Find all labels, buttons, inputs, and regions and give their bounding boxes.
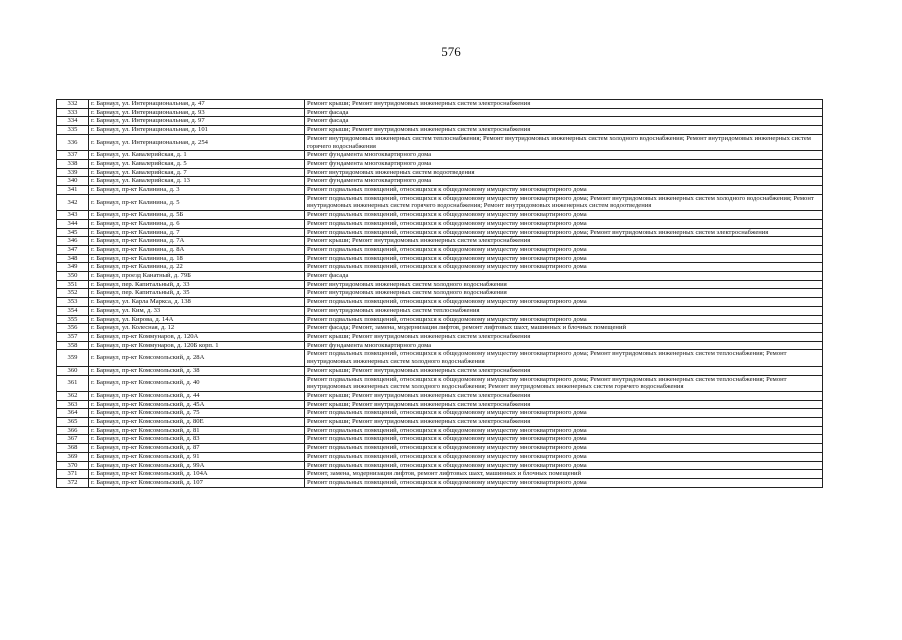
row-number: 363 <box>57 400 89 409</box>
table-row <box>57 151 823 160</box>
row-number: 358 <box>57 341 89 350</box>
row-address: г. Барнаул, ул. Кавалерийская, д. 1 <box>89 151 305 160</box>
row-number: 357 <box>57 332 89 341</box>
table-row <box>57 219 823 228</box>
table-row <box>57 117 823 126</box>
row-number: 369 <box>57 452 89 461</box>
row-works: Ремонт подвальных помещений, относящихся к общедомовому имуществу многоквартирного дома <box>305 315 823 324</box>
table-row <box>57 280 823 289</box>
row-works: Ремонт крыши; Ремонт внутридомовых инженерных систем электроснабжения <box>305 237 823 246</box>
row-address: г. Барнаул, пр-кт Калинина, д. 8А <box>89 245 305 254</box>
row-works: Ремонт подвальных помещений, относящихся к общедомовому имуществу многоквартирного дома <box>305 478 823 487</box>
table-row <box>57 435 823 444</box>
row-address: г. Барнаул, пр-кт Калинина, д. 7А <box>89 237 305 246</box>
row-number: 352 <box>57 289 89 298</box>
table-row <box>57 315 823 324</box>
row-address: г. Барнаул, пр-кт Коммунаров, д. 120Б корп. 1 <box>89 341 305 350</box>
row-works: Ремонт подвальных помещений, относящихся к общедомовому имуществу многоквартирного дома; Ремонт внутридомовых инженерных систем теплоснабжения; Ремонт внутридомовых инженерных систем холодного водоснабжения; Ремонт внутридомовых инженерных систем горячего водоснабжения <box>305 375 823 391</box>
table-row <box>57 186 823 195</box>
row-works: Ремонт подвальных помещений, относящихся к общедомовому имуществу многоквартирного дома <box>305 254 823 263</box>
row-works: Ремонт подвальных помещений, относящихся к общедомовому имуществу многоквартирного дома; Ремонт внутридомовых инженерных систем холодного водоснабжения; Ремонт внутридомовых инженерных систем горячего водоснабжения; Ремонт внутридомовых инженерных систем водоотведения <box>305 194 823 210</box>
table-row <box>57 108 823 117</box>
table-row <box>57 350 823 366</box>
row-address: г. Барнаул, ул. Ким, д. 33 <box>89 306 305 315</box>
row-works: Ремонт крыши; Ремонт внутридомовых инженерных систем электроснабжения <box>305 418 823 427</box>
row-works: Ремонт фасада; Ремонт, замена, модернизация лифтов, ремонт лифтовых шахт, машинных и блочных помещений <box>305 324 823 333</box>
row-works: Ремонт подвальных помещений, относящихся к общедомовому имуществу многоквартирного дома <box>305 435 823 444</box>
table-row <box>57 306 823 315</box>
row-works: Ремонт подвальных помещений, относящихся к общедомовому имуществу многоквартирного дома <box>305 186 823 195</box>
row-number: 370 <box>57 461 89 470</box>
table-row <box>57 375 823 391</box>
row-address: г. Барнаул, пр-кт Комсомольский, д. 28А <box>89 350 305 366</box>
row-works: Ремонт подвальных помещений, относящихся к общедомовому имуществу многоквартирного дома <box>305 409 823 418</box>
row-number: 364 <box>57 409 89 418</box>
table-row <box>57 263 823 272</box>
row-address: г. Барнаул, ул. Интернациональная, д. 97 <box>89 117 305 126</box>
row-number: 366 <box>57 426 89 435</box>
table-row <box>57 298 823 307</box>
row-address: г. Барнаул, пр-кт Калинина, д. 7 <box>89 228 305 237</box>
table-row <box>57 418 823 427</box>
table-row <box>57 324 823 333</box>
row-number: 341 <box>57 186 89 195</box>
row-address: г. Барнаул, пр-кт Калинина, д. 6 <box>89 219 305 228</box>
table-row <box>57 245 823 254</box>
row-number: 344 <box>57 219 89 228</box>
row-address: г. Барнаул, пр-кт Калинина, д. 5 <box>89 194 305 210</box>
row-number: 342 <box>57 194 89 210</box>
row-number: 346 <box>57 237 89 246</box>
row-number: 359 <box>57 350 89 366</box>
row-address: г. Барнаул, пр-кт Комсомольский, д. 87 <box>89 444 305 453</box>
row-number: 368 <box>57 444 89 453</box>
row-works: Ремонт фундамента многоквартирного дома <box>305 177 823 186</box>
row-number: 345 <box>57 228 89 237</box>
row-address: г. Барнаул, ул. Кавалерийская, д. 13 <box>89 177 305 186</box>
table-row <box>57 470 823 479</box>
row-works: Ремонт фасада <box>305 272 823 281</box>
row-address: г. Барнаул, пр-кт Комсомольский, д. 91 <box>89 452 305 461</box>
table-row <box>57 100 823 109</box>
row-number: 348 <box>57 254 89 263</box>
table-row <box>57 366 823 375</box>
table-row <box>57 478 823 487</box>
row-number: 340 <box>57 177 89 186</box>
row-works: Ремонт крыши; Ремонт внутридомовых инженерных систем электроснабжения <box>305 391 823 400</box>
row-number: 353 <box>57 298 89 307</box>
row-number: 362 <box>57 391 89 400</box>
row-address: г. Барнаул, пр-кт Калинина, д. 22 <box>89 263 305 272</box>
row-address: г. Барнаул, пр-кт Комсомольский, д. 45А <box>89 400 305 409</box>
row-address: г. Барнаул, пр-кт Комсомольский, д. 38 <box>89 366 305 375</box>
repair-works-table <box>56 99 823 488</box>
row-address: г. Барнаул, ул. Интернациональная, д. 101 <box>89 126 305 135</box>
row-address: г. Барнаул, ул. Интернациональная, д. 47 <box>89 100 305 109</box>
table-row <box>57 341 823 350</box>
table-row <box>57 159 823 168</box>
row-works: Ремонт внутридомовых инженерных систем холодного водоснабжения <box>305 280 823 289</box>
row-works: Ремонт крыши; Ремонт внутридомовых инженерных систем электроснабжения <box>305 332 823 341</box>
row-works: Ремонт крыши; Ремонт внутридомовых инженерных систем электроснабжения <box>305 126 823 135</box>
row-address: г. Барнаул, пер. Капитальный, д. 33 <box>89 280 305 289</box>
row-address: г. Барнаул, пр-кт Комсомольский, д. 44 <box>89 391 305 400</box>
table-row <box>57 168 823 177</box>
table-row <box>57 272 823 281</box>
row-number: 360 <box>57 366 89 375</box>
row-number: 350 <box>57 272 89 281</box>
row-works: Ремонт крыши; Ремонт внутридомовых инженерных систем электроснабжения <box>305 366 823 375</box>
row-number: 365 <box>57 418 89 427</box>
row-works: Ремонт, замена, модернизация лифтов, ремонт лифтовых шахт, машинных и блочных помещений <box>305 470 823 479</box>
table-row <box>57 254 823 263</box>
row-works: Ремонт крыши; Ремонт внутридомовых инженерных систем электроснабжения <box>305 100 823 109</box>
row-address: г. Барнаул, пр-кт Комсомольский, д. 81 <box>89 426 305 435</box>
row-works: Ремонт подвальных помещений, относящихся к общедомовому имуществу многоквартирного дома <box>305 245 823 254</box>
row-works: Ремонт подвальных помещений, относящихся к общедомовому имуществу многоквартирного дома <box>305 219 823 228</box>
row-works: Ремонт внутридомовых инженерных систем теплоснабжения <box>305 306 823 315</box>
row-address: г. Барнаул, проезд Канатный, д. 79Б <box>89 272 305 281</box>
table-row <box>57 228 823 237</box>
row-number: 355 <box>57 315 89 324</box>
row-number: 332 <box>57 100 89 109</box>
table-row <box>57 289 823 298</box>
row-works: Ремонт подвальных помещений, относящихся к общедомовому имуществу многоквартирного дома <box>305 426 823 435</box>
row-works: Ремонт подвальных помещений, относящихся к общедомовому имуществу многоквартирного дома; Ремонт внутридомовых инженерных систем теплоснабжения; Ремонт внутридомовых инженерных систем холодного водоснабжения <box>305 350 823 366</box>
table-row <box>57 177 823 186</box>
row-address: г. Барнаул, пр-кт Комсомольский, д. 75 <box>89 409 305 418</box>
row-address: г. Барнаул, ул. Колесная, д. 12 <box>89 324 305 333</box>
row-number: 356 <box>57 324 89 333</box>
row-works: Ремонт крыши; Ремонт внутридомовых инженерных систем электроснабжения <box>305 400 823 409</box>
row-works: Ремонт подвальных помещений, относящихся к общедомовому имуществу многоквартирного дома <box>305 452 823 461</box>
row-address: г. Барнаул, ул. Кавалерийская, д. 7 <box>89 168 305 177</box>
row-address: г. Барнаул, ул. Интернациональная, д. 93 <box>89 108 305 117</box>
row-address: г. Барнаул, пр-кт Комсомольский, д. 99А <box>89 461 305 470</box>
row-works: Ремонт фундамента многоквартирного дома <box>305 159 823 168</box>
row-works: Ремонт фасада <box>305 117 823 126</box>
row-address: г. Барнаул, ул. Кавалерийская, д. 5 <box>89 159 305 168</box>
table-row <box>57 237 823 246</box>
table-row <box>57 426 823 435</box>
table-body <box>57 100 823 488</box>
row-address: г. Барнаул, пр-кт Комсомольский, д. 40 <box>89 375 305 391</box>
row-number: 343 <box>57 211 89 220</box>
row-number: 354 <box>57 306 89 315</box>
row-works: Ремонт подвальных помещений, относящихся к общедомовому имуществу многоквартирного дома; Ремонт внутридомовых инженерных систем электроснабжения <box>305 228 823 237</box>
row-works: Ремонт внутридомовых инженерных систем теплоснабжения; Ремонт внутридомовых инженерных систем холодного водоснабжения; Ремонт внутридомовых инженерных систем горячего водоснабжения <box>305 134 823 150</box>
row-works: Ремонт фасада <box>305 108 823 117</box>
table-row <box>57 444 823 453</box>
table-row <box>57 332 823 341</box>
row-address: г. Барнаул, пр-кт Комсомольский, д. 83 <box>89 435 305 444</box>
table-row <box>57 134 823 150</box>
row-number: 336 <box>57 134 89 150</box>
table-row <box>57 400 823 409</box>
row-address: г. Барнаул, ул. Интернациональная, д. 254 <box>89 134 305 150</box>
row-number: 339 <box>57 168 89 177</box>
row-address: г. Барнаул, пр-кт Коммунаров, д. 120А <box>89 332 305 341</box>
row-address: г. Барнаул, пр-кт Калинина, д. 18 <box>89 254 305 263</box>
row-address: г. Барнаул, пер. Капитальный, д. 35 <box>89 289 305 298</box>
row-address: г. Барнаул, ул. Кирова, д. 14А <box>89 315 305 324</box>
row-number: 351 <box>57 280 89 289</box>
row-works: Ремонт фундамента многоквартирного дома <box>305 151 823 160</box>
row-works: Ремонт подвальных помещений, относящихся к общедомовому имуществу многоквартирного дома <box>305 444 823 453</box>
table-row <box>57 409 823 418</box>
row-address: г. Барнаул, пр-кт Комсомольский, д. 107 <box>89 478 305 487</box>
row-works: Ремонт подвальных помещений, относящихся к общедомовому имуществу многоквартирного дома <box>305 461 823 470</box>
row-address: г. Барнаул, пр-кт Комсомольский, д. 104А <box>89 470 305 479</box>
table-row <box>57 194 823 210</box>
row-address: г. Барнаул, пр-кт Комсомольский, д. 80Е <box>89 418 305 427</box>
row-works: Ремонт подвальных помещений, относящихся к общедомовому имуществу многоквартирного дома <box>305 263 823 272</box>
row-number: 347 <box>57 245 89 254</box>
row-number: 335 <box>57 126 89 135</box>
table-row <box>57 211 823 220</box>
row-number: 367 <box>57 435 89 444</box>
row-number: 333 <box>57 108 89 117</box>
row-works: Ремонт подвальных помещений, относящихся к общедомовому имуществу многоквартирного дома <box>305 211 823 220</box>
row-works: Ремонт внутридомовых инженерных систем холодного водоснабжения <box>305 289 823 298</box>
row-number: 349 <box>57 263 89 272</box>
row-works: Ремонт фундамента многоквартирного дома <box>305 341 823 350</box>
row-number: 337 <box>57 151 89 160</box>
page-number: 576 <box>441 44 461 59</box>
row-works: Ремонт подвальных помещений, относящихся к общедомовому имуществу многоквартирного дома <box>305 298 823 307</box>
table-row <box>57 391 823 400</box>
row-address: г. Барнаул, пр-кт Калинина, д. 3 <box>89 186 305 195</box>
row-number: 361 <box>57 375 89 391</box>
row-address: г. Барнаул, ул. Карла Маркса, д. 138 <box>89 298 305 307</box>
row-number: 338 <box>57 159 89 168</box>
row-address: г. Барнаул, пр-кт Калинина, д. 5Б <box>89 211 305 220</box>
row-number: 334 <box>57 117 89 126</box>
table-row <box>57 452 823 461</box>
row-number: 371 <box>57 470 89 479</box>
table-row <box>57 461 823 470</box>
row-number: 372 <box>57 478 89 487</box>
row-works: Ремонт внутридомовых инженерных систем водоотведения <box>305 168 823 177</box>
table-row <box>57 126 823 135</box>
